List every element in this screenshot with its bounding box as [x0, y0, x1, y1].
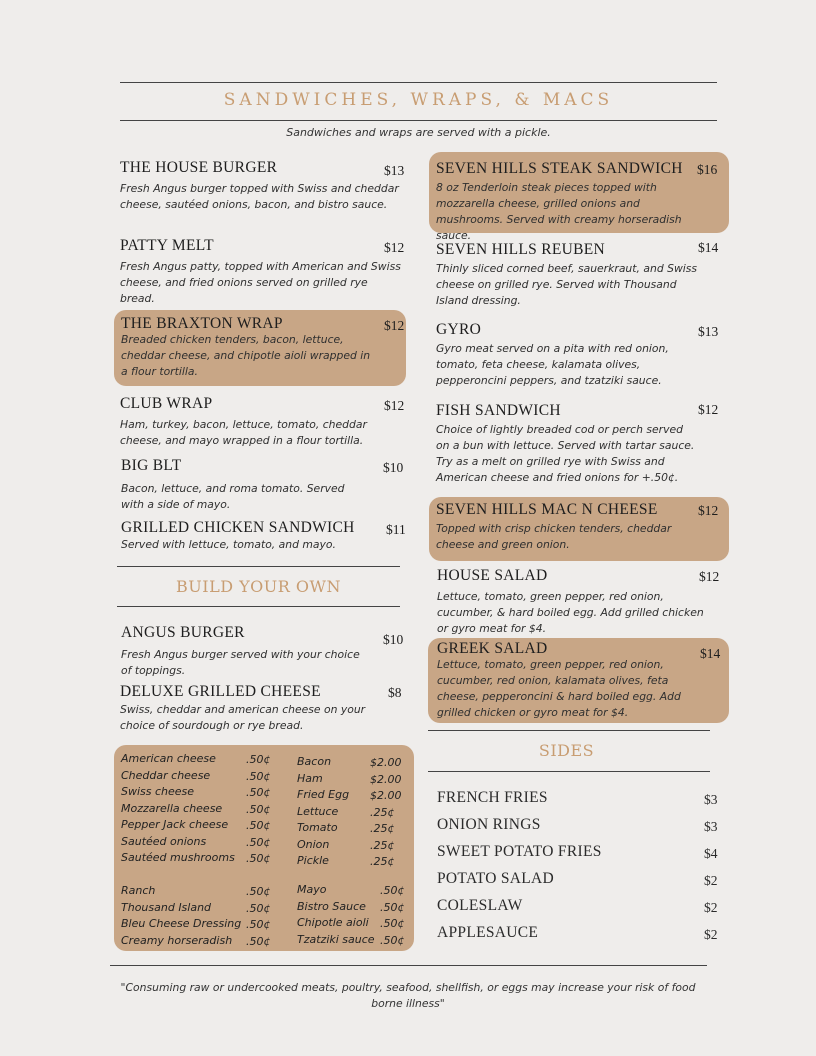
side-item-name: COLESLAW — [437, 897, 523, 914]
item-price: $16 — [697, 162, 718, 177]
item-name: THE BRAXTON WRAP — [121, 315, 283, 332]
menu-item-fish-sandwich — [436, 402, 696, 486]
addon-price: .50¢ — [246, 753, 271, 766]
item-price: $12 — [698, 503, 719, 518]
item-name: SEVEN HILLS REUBEN — [436, 241, 606, 258]
addon-price: .25¢ — [370, 855, 395, 868]
addon-price: $2.00 — [370, 756, 402, 769]
addon-price: .50¢ — [246, 819, 271, 832]
item-desc: Lettuce, tomato, green pepper, red onion, cucumber, red onion, kalamata olives, feta cheese, pepperoncini & hard boiled egg. Add grilled chicken or gyro meat for $4. — [437, 658, 681, 719]
item-name: ANGUS BURGER — [121, 624, 245, 641]
addon-price: .50¢ — [246, 935, 271, 948]
menu-item-deluxe-grilled-cheese — [120, 683, 370, 734]
addon-price: .25¢ — [370, 839, 395, 852]
addon-name: Ham — [297, 772, 323, 785]
addon-name: Fried Egg — [297, 788, 350, 801]
side-item-price: $2 — [704, 873, 718, 888]
item-desc: Swiss, cheddar and american cheese on your choice of sourdough or rye bread. — [120, 703, 366, 732]
item-desc: Topped with crisp chicken tenders, cheddar cheese and green onion. — [436, 522, 672, 551]
item-desc: Gyro meat served on a pita with red onion, tomato, feta cheese, kalamata olives, pepperoncini peppers, and tzatziki sauce. — [436, 342, 669, 387]
addon-name: Onion — [297, 838, 330, 851]
addon-name: Sautéed mushrooms — [121, 851, 235, 864]
addon-price: .50¢ — [246, 770, 271, 783]
menu-item-house-burger — [120, 159, 404, 213]
addon-name: Ranch — [121, 884, 156, 897]
item-name: GYRO — [436, 321, 482, 338]
build-rule-top — [117, 566, 400, 567]
addon-name: Bleu Cheese Dressing — [121, 917, 242, 930]
menu-item-gyro — [436, 321, 686, 389]
item-desc: Ham, turkey, bacon, lettuce, tomato, cheddar cheese, and mayo wrapped in a flour tortilla. — [120, 418, 367, 447]
bottom-rule — [110, 965, 707, 966]
addon-name: Mozzarella cheese — [121, 802, 223, 815]
addon-name: Pepper Jack cheese — [121, 818, 229, 831]
addon-name: Bistro Sauce — [297, 900, 366, 913]
item-price: $8 — [388, 685, 402, 700]
addon-price: .50¢ — [246, 918, 271, 931]
addon-name: Tomato — [297, 821, 338, 834]
item-name: DELUXE GRILLED CHEESE — [120, 683, 321, 700]
addon-price: .50¢ — [246, 885, 271, 898]
item-name: BIG BLT — [121, 457, 182, 474]
item-name: CLUB WRAP — [120, 395, 213, 412]
addon-name: Creamy horseradish — [121, 934, 233, 947]
addon-name: Thousand Island — [121, 901, 212, 914]
item-name: GRILLED CHICKEN SANDWICH — [121, 519, 355, 536]
menu-item-braxton-wrap — [121, 315, 371, 380]
item-desc: Fresh Angus burger served with your choice of toppings. — [121, 648, 360, 677]
item-price: $13 — [384, 163, 405, 178]
item-desc: Breaded chicken tenders, bacon, lettuce, cheddar cheese, and chipotle aioli wrapped in a flour tortilla. — [121, 333, 371, 378]
item-name: PATTY MELT — [120, 237, 214, 254]
menu-item-angus-burger — [121, 624, 361, 679]
addon-name: Cheddar cheese — [121, 769, 211, 782]
addon-name: Mayo — [297, 883, 327, 896]
item-price: $12 — [384, 240, 405, 255]
item-desc: Thinly sliced corned beef, sauerkraut, and Swiss cheese on grilled rye. Served with Thousand Island dressing. — [436, 262, 698, 307]
item-price: $14 — [698, 240, 719, 255]
menu-item-mac-n-cheese — [436, 501, 698, 553]
addon-name: American cheese — [121, 752, 216, 765]
side-item-name: SWEET POTATO FRIES — [437, 843, 602, 860]
item-price: $12 — [699, 569, 720, 584]
side-item-price: $3 — [704, 819, 718, 834]
item-price: $12 — [698, 402, 719, 417]
menu-item-steak-sandwich — [436, 160, 706, 244]
item-price: $12 — [384, 318, 405, 333]
menu-item-patty-melt — [120, 237, 404, 307]
addon-name: Lettuce — [297, 805, 339, 818]
menu-item-house-salad — [437, 567, 707, 637]
item-name: FISH SANDWICH — [436, 402, 561, 419]
addon-name: Sautéed onions — [121, 835, 207, 848]
item-desc: Bacon, lettuce, and roma tomato. Served with a side of mayo. — [121, 482, 345, 511]
menu-item-greek-salad — [437, 640, 713, 721]
header-rule — [120, 120, 717, 121]
side-item-name: POTATO SALAD — [437, 870, 555, 887]
side-item-price: $2 — [704, 900, 718, 915]
section-title-sides: SIDES — [538, 741, 595, 760]
side-item-name: APPLESAUCE — [437, 924, 539, 941]
item-desc: Fresh Angus burger topped with Swiss and cheddar cheese, sautéed onions, bacon, and bistro sauce. — [120, 182, 399, 211]
addon-price: $2.00 — [370, 789, 402, 802]
food-safety-notice: "Consuming raw or undercooked meats, poultry, seafood, shellfish, or eggs may increase your risk of food borne illness" — [120, 981, 696, 1010]
item-price: $13 — [698, 324, 719, 339]
menu-item-reuben — [436, 241, 698, 309]
item-price: $10 — [383, 632, 404, 647]
addon-price: .50¢ — [246, 852, 271, 865]
addon-name: Chipotle aioli — [297, 916, 369, 929]
menu-item-grilled-chicken — [121, 519, 405, 553]
addon-price: .50¢ — [246, 836, 271, 849]
side-item-price: $2 — [704, 927, 718, 942]
section-title-sandwiches: SANDWICHES, WRAPS, & MACS — [223, 90, 614, 110]
side-item-price: $4 — [704, 846, 718, 861]
item-name: THE HOUSE BURGER — [120, 159, 278, 176]
addon-name: Tzatziki sauce — [297, 933, 375, 946]
item-desc: 8 oz Tenderloin steak pieces topped with mozzarella cheese, grilled onions and mushrooms. Served with creamy horseradish sauce. — [436, 181, 682, 242]
menu-item-club-wrap — [120, 395, 404, 449]
addon-price: .50¢ — [246, 786, 271, 799]
side-item-price: $3 — [704, 792, 718, 807]
addon-price: $2.00 — [370, 773, 402, 786]
item-price: $12 — [384, 398, 405, 413]
addon-price: .50¢ — [246, 803, 271, 816]
item-desc: Lettuce, tomato, green pepper, red onion, cucumber, & hard boiled egg. Add grilled chicken or gyro meat for $4. — [437, 590, 704, 635]
item-name: SEVEN HILLS STEAK SANDWICH — [436, 160, 683, 177]
top-rule — [120, 82, 717, 83]
item-price: $14 — [700, 646, 721, 661]
build-rule-bottom — [117, 606, 400, 607]
side-item-name: FRENCH FRIES — [437, 789, 548, 806]
side-item-name: ONION RINGS — [437, 816, 541, 833]
addon-name: Swiss cheese — [121, 785, 195, 798]
item-name: SEVEN HILLS MAC N CHEESE — [436, 501, 658, 518]
item-desc: Served with lettuce, tomato, and mayo. — [121, 538, 336, 551]
item-name: GREEK SALAD — [437, 640, 548, 657]
addon-price: .50¢ — [380, 901, 405, 914]
addon-price: .25¢ — [370, 822, 395, 835]
addon-name: Pickle — [297, 854, 329, 867]
addon-price: .50¢ — [380, 917, 405, 930]
item-desc: Fresh Angus patty, topped with American and Swiss cheese, and fried onions served on grilled rye bread. — [120, 260, 401, 305]
addon-name: Bacon — [297, 755, 332, 768]
addon-price: .50¢ — [380, 934, 405, 947]
addon-price: .50¢ — [380, 884, 405, 897]
addon-price: .50¢ — [246, 902, 271, 915]
item-price: $11 — [386, 522, 406, 537]
section-subtitle: Sandwiches and wraps are served with a pickle. — [286, 126, 551, 139]
addon-price: .25¢ — [370, 806, 395, 819]
menu-item-big-blt — [121, 457, 361, 513]
sides-rule-top — [428, 730, 710, 731]
item-name: HOUSE SALAD — [437, 567, 548, 584]
section-title-build: BUILD YOUR OWN — [176, 577, 341, 596]
item-price: $10 — [383, 460, 404, 475]
sides-rule-bottom — [428, 771, 710, 772]
item-desc: Choice of lightly breaded cod or perch served on a bun with lettuce. Served with tartar sauce. Try as a melt on grilled rye with Swiss and American cheese and fried onions for +.50¢. — [436, 423, 695, 484]
